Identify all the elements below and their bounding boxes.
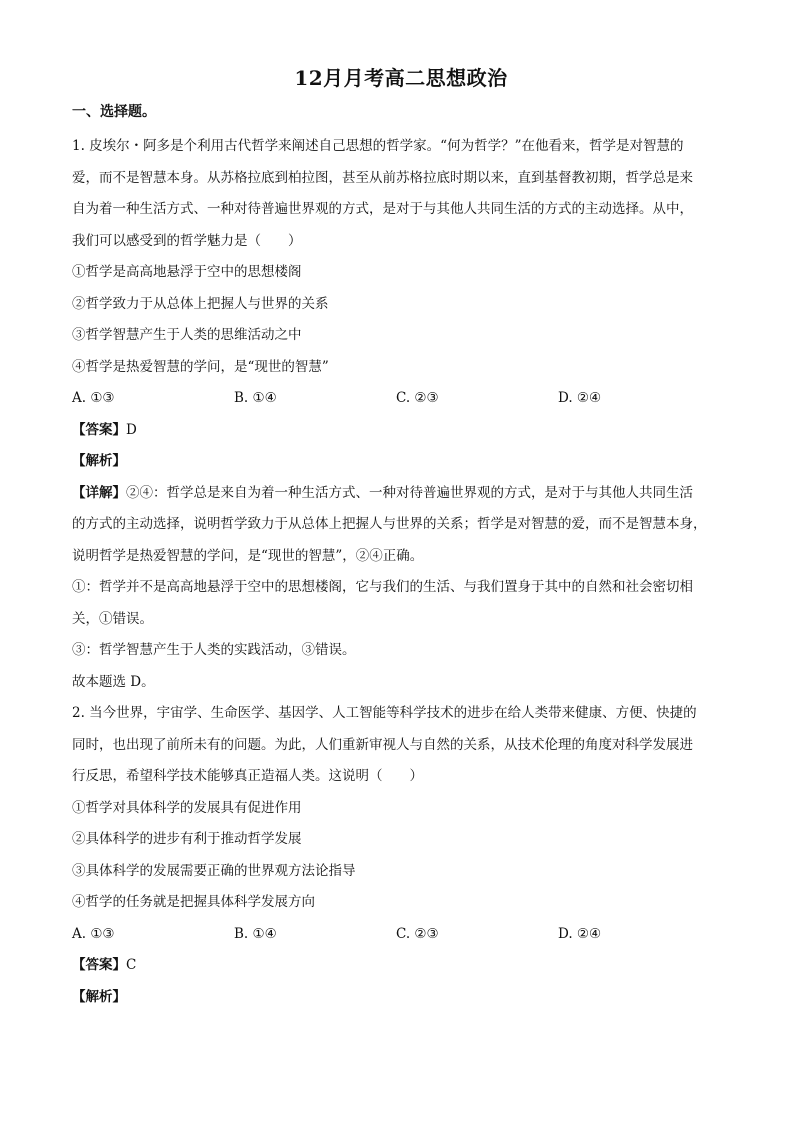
q1-statement: ④哲学是热爱智慧的学问，是“现世的智慧” — [72, 358, 329, 375]
q1-detail-line: 关，①错误。 — [72, 610, 153, 627]
q1-options — [72, 383, 730, 415]
q1-analysis-tag: 【解析】 — [72, 453, 126, 469]
q1-option-a: A. ①③ — [72, 390, 115, 406]
q2-statement: ②具体科学的进步有利于推动哲学发展 — [72, 831, 302, 847]
detail-text: ②④：哲学总是来自为着一种生活方式、一种对待普遍世界观的方式，是对于与其他人共同生活 — [126, 484, 693, 501]
answer-tag: 【答案】 — [72, 421, 126, 438]
q1-option-d: D. ②④ — [558, 390, 602, 406]
page-title: 12月月考高二思想政治 — [294, 66, 508, 90]
q2-stem-line: 同时，也出现了前所未有的问题。为此，人们重新审视人与自然的关系，从技术伦理的角度对科学发展进 — [72, 736, 693, 753]
q1-stem-line: 自为着一种生活方式、一种对待普遍世界观的方式，是对于与其他人共同生活的方式的主动选择。从中， — [72, 201, 693, 217]
q1-statement: ①哲学是高高地悬浮于空中的思想楼阁 — [72, 264, 302, 280]
q1-option-c: C. ②③ — [396, 390, 439, 406]
q2-option-c: C. ②③ — [396, 925, 439, 942]
q1-stem-line: 我们可以感受到的哲学魅力是（ ） — [72, 232, 302, 249]
q2-stem-line: 2. 当今世界，宇宙学、生命医学、基因学、人工智能等科学技术的进步在给人类带来健康、方便、快捷的 — [72, 705, 697, 721]
section-heading: 一、选择题。 — [72, 104, 156, 120]
answer-value: D — [126, 421, 137, 438]
detail-tag: 【详解】 — [72, 484, 126, 501]
q2-option-a: A. ①③ — [72, 925, 115, 942]
q2-statement: ③具体科学的发展需要正确的世界观方法论指导 — [72, 862, 356, 879]
q2-answer — [72, 950, 730, 982]
q1-stem-line: 1. 皮埃尔・阿多是个利用古代哲学来阐述自己思想的哲学家。“何为哲学？”在他看来，哲学是对智慧的 — [72, 138, 684, 154]
q2-analysis-tag: 【解析】 — [72, 988, 126, 1005]
q2-option-b: B. ①④ — [234, 925, 277, 942]
q1-detail-line: 说明哲学是热爱智慧的学问，是“现世的智慧”，②④正确。 — [72, 547, 424, 564]
q1-conclusion: 故本题选 D。 — [72, 673, 155, 690]
question-1 — [72, 131, 730, 698]
q1-stem-line: 爱，而不是智慧本身。从苏格拉底到柏拉图，甚至从前苏格拉底时期以来，直到基督教初期，哲学总是来 — [72, 169, 693, 186]
q1-option-b: B. ①④ — [234, 390, 277, 406]
q2-stem-line: 行反思，希望科学技术能够真正造福人类。这说明（ ） — [72, 768, 423, 784]
q1-detail-line: ③：哲学智慧产生于人类的实践活动，③错误。 — [72, 642, 356, 658]
q1-detail-line: ①：哲学并不是高高地悬浮于空中的思想楼阁，它与我们的生活、与我们置身于其中的自然和社会密切相 — [72, 579, 693, 595]
q1-detail-line: 的方式的主动选择，说明哲学致力于从总体上把握人与世界的关系；哲学是对智慧的爱，而不是智慧本身， — [72, 516, 707, 532]
q1-statement: ③哲学智慧产生于人类的思维活动之中 — [72, 327, 302, 343]
q2-options — [72, 919, 730, 951]
q1-answer — [72, 415, 730, 447]
question-2 — [72, 698, 730, 1013]
q2-option-d: D. ②④ — [558, 925, 602, 942]
q1-statement: ②哲学致力于从总体上把握人与世界的关系 — [72, 295, 329, 312]
q2-statement: ①哲学对具体科学的发展具有促进作用 — [72, 799, 302, 816]
answer-tag: 【答案】 — [72, 957, 126, 973]
answer-value: C — [126, 957, 137, 973]
q1-detail-line — [72, 478, 730, 510]
q2-statement: ④哲学的任务就是把握具体科学发展方向 — [72, 894, 315, 910]
